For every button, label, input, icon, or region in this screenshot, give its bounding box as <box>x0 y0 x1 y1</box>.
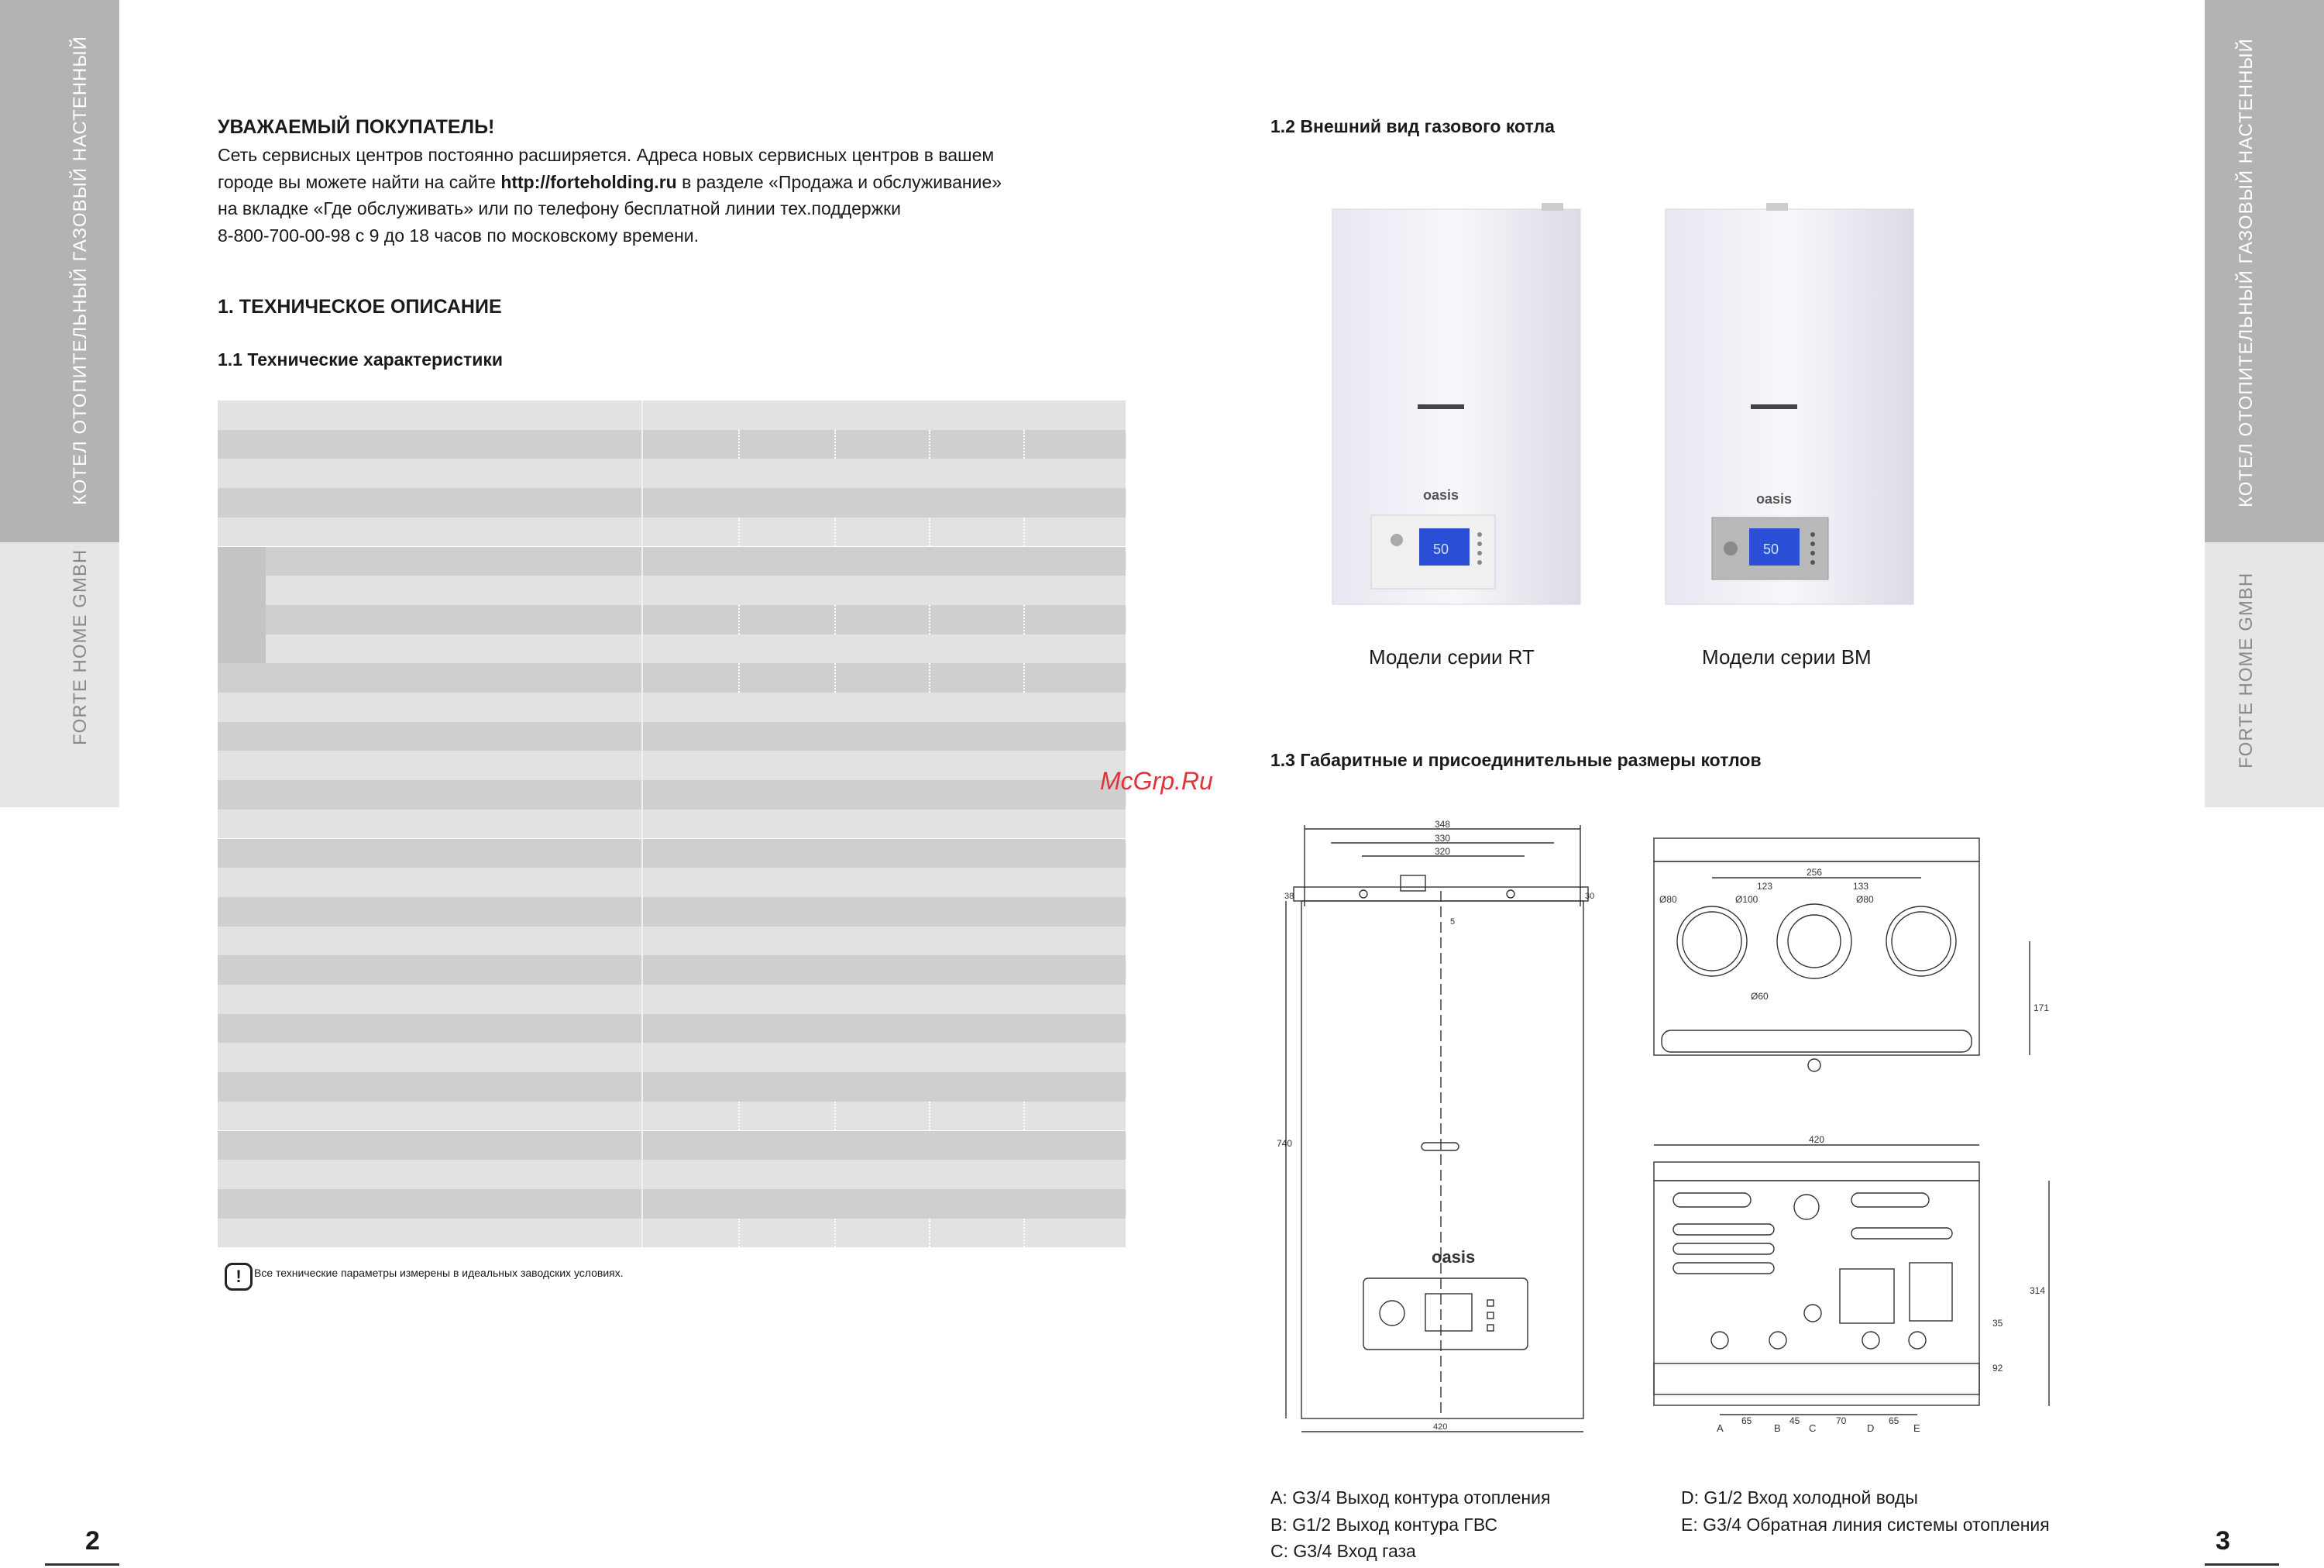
page-number-left: 2 <box>85 1526 100 1556</box>
table-row <box>218 1072 1126 1102</box>
front-dim-320: 320 <box>1434 846 1451 857</box>
left-side-tab <box>0 0 119 542</box>
front-dim-5: 5 <box>1450 917 1456 927</box>
bottom-view-drawing <box>1642 1131 2076 1441</box>
right-side-tab-brand-area <box>2205 542 2324 807</box>
boiler-rt-brand: oasis <box>1422 487 1459 503</box>
note-text: Все технические параметры измерены в идеальных заводских условиях. <box>254 1267 624 1279</box>
table-row <box>218 1131 1126 1161</box>
table-row <box>218 518 1126 547</box>
table-row <box>218 488 1126 518</box>
table-cell-divider <box>738 430 740 459</box>
legend-d: D: G1/2 Вход холодной воды <box>1681 1487 1918 1508</box>
table-cell-divider <box>929 1219 930 1248</box>
table-cell-divider <box>1023 1102 1025 1131</box>
table-row <box>218 1102 1126 1131</box>
legend-a: A: G3/4 Выход контура отопления <box>1270 1487 1551 1508</box>
bottom-dim-45: 45 <box>1789 1415 1800 1426</box>
page-rule-left <box>45 1563 119 1566</box>
bottom-dim-65a: 65 <box>1741 1415 1752 1426</box>
table-cell-divider <box>834 1219 836 1248</box>
website-link[interactable]: http://forteholding.ru <box>500 171 677 192</box>
bottom-label-e: E <box>1913 1422 1920 1434</box>
watermark: McGrp.Ru <box>1100 767 1213 795</box>
warning-icon: ! <box>225 1263 253 1291</box>
intro-line-2 <box>218 169 1132 196</box>
table-row <box>218 401 1126 430</box>
front-dim-420: 420 <box>1433 1422 1448 1432</box>
intro-line-3: на вкладке «Где обслуживать» или по телефону бесплатной линии тех.поддержки <box>218 198 901 218</box>
front-view-drawing <box>1270 813 1611 1433</box>
bottom-dim-314: 314 <box>2030 1285 2046 1296</box>
page-rule-right <box>2205 1563 2279 1566</box>
table-row <box>218 547 1126 576</box>
spec-table <box>218 401 1126 1248</box>
table-row <box>218 985 1126 1014</box>
legend-left <box>1270 1484 1550 1565</box>
legend-b: B: G1/2 Выход контура ГВС <box>1270 1514 1498 1535</box>
intro-line-2-tail: в разделе «Продажа и обслуживание» <box>676 171 1002 192</box>
table-cell-divider <box>929 1102 930 1131</box>
bottom-label-c: C <box>1809 1422 1817 1434</box>
table-row <box>218 576 1126 605</box>
table-cell-divider <box>929 663 930 693</box>
front-dim-330: 330 <box>1434 833 1451 844</box>
right-side-brand: FORTE HOME GMBH <box>2236 572 2257 769</box>
table-cell-divider <box>834 663 836 693</box>
top-dim-133: 133 <box>1853 881 1869 892</box>
table-row <box>218 634 1126 664</box>
table-row <box>218 430 1126 459</box>
table-cell-divider <box>738 605 740 634</box>
table-column-divider <box>641 401 643 1247</box>
legend-c: C: G3/4 Вход газа <box>1270 1541 1416 1561</box>
left-side-brand: FORTE HOME GMBH <box>70 548 91 745</box>
top-dim-171: 171 <box>2033 1002 2050 1013</box>
left-side-tab-brand-area <box>0 542 119 807</box>
boiler-bm-caption: Модели серии BM <box>1702 645 1872 669</box>
table-row <box>218 868 1126 897</box>
front-dim-348: 348 <box>1434 819 1451 830</box>
left-side-title: КОТЕЛ ОТОПИТЕЛЬНЫЙ ГАЗОВЫЙ НАСТЕННЫЙ <box>70 36 91 505</box>
table-row <box>218 1014 1126 1044</box>
table-cell-divider <box>738 1102 740 1131</box>
right-side-tab <box>2205 0 2324 542</box>
table-cell-divider <box>929 430 930 459</box>
front-dim-740: 740 <box>1277 1138 1293 1149</box>
table-row <box>218 663 1126 693</box>
intro-paragraph <box>218 142 1132 249</box>
top-d100: Ø100 <box>1735 894 1758 905</box>
table-row <box>218 722 1126 751</box>
top-d60: Ø60 <box>1751 991 1769 1002</box>
bottom-label-a: A <box>1717 1422 1724 1434</box>
front-brand: oasis <box>1432 1247 1476 1267</box>
bottom-dim-65b: 65 <box>1889 1415 1899 1426</box>
intro-line-1: Сеть сервисных центров постоянно расширяется. Адреса новых сервисных центров в вашем <box>218 145 995 165</box>
table-row <box>218 810 1126 839</box>
table-row <box>218 751 1126 780</box>
table-cell-divider <box>834 430 836 459</box>
front-dim-30: 30 <box>1585 892 1595 901</box>
table-cell-divider <box>1023 430 1025 459</box>
section-1-title: 1. ТЕХНИЧЕСКОЕ ОПИСАНИЕ <box>218 296 502 318</box>
table-row <box>218 1160 1126 1189</box>
top-dim-123: 123 <box>1757 881 1773 892</box>
table-cell-divider <box>1023 605 1025 634</box>
boiler-bm-image <box>1650 194 1929 628</box>
table-cell-divider <box>738 1219 740 1248</box>
boiler-bm-brand: oasis <box>1755 491 1793 507</box>
section-1-2-title: 1.2 Внешний вид газового котла <box>1270 116 1555 136</box>
right-side-title: КОТЕЛ ОТОПИТЕЛЬНЫЙ ГАЗОВЫЙ НАСТЕННЫЙ <box>2236 38 2257 507</box>
table-row <box>218 1043 1126 1072</box>
bottom-label-d: D <box>1867 1422 1875 1434</box>
bottom-dim-420: 420 <box>1809 1134 1825 1145</box>
table-cell-divider <box>1023 663 1025 693</box>
boiler-rt-display: 50 <box>1433 542 1449 557</box>
section-1-1-title: 1.1 Технические характеристики <box>218 349 504 370</box>
boiler-bm-display: 50 <box>1763 542 1779 557</box>
front-dim-38: 38 <box>1284 892 1294 901</box>
top-d80-left: Ø80 <box>1659 894 1677 905</box>
table-row <box>218 1189 1126 1219</box>
table-cell-divider <box>1023 518 1025 547</box>
table-cell-divider <box>738 518 740 547</box>
bottom-dim-92: 92 <box>1992 1363 2003 1374</box>
boiler-rt-caption: Модели серии RT <box>1369 645 1535 669</box>
table-cell-divider <box>834 1102 836 1131</box>
table-row <box>218 897 1126 927</box>
table-cell-divider <box>1023 1219 1025 1248</box>
bottom-dim-35: 35 <box>1992 1318 2003 1329</box>
table-row <box>218 955 1126 985</box>
table-row <box>218 1219 1126 1248</box>
legend-e: E: G3/4 Обратная линия системы отопления <box>1681 1514 2050 1535</box>
bottom-dim-70: 70 <box>1836 1415 1847 1426</box>
table-group-cell <box>218 547 266 664</box>
table-row <box>218 927 1126 956</box>
legend-right <box>1681 1484 2050 1538</box>
table-cell-divider <box>834 605 836 634</box>
bottom-label-b: B <box>1774 1422 1781 1434</box>
table-row <box>218 605 1126 634</box>
boiler-rt-image <box>1317 194 1596 628</box>
page-number-right: 3 <box>2216 1526 2230 1556</box>
table-cell-divider <box>929 605 930 634</box>
intro-line-4: 8-800-700-00-98 с 9 до 18 часов по московскому времени. <box>218 225 700 246</box>
table-row <box>218 839 1126 868</box>
table-cell-divider <box>929 518 930 547</box>
top-dim-256: 256 <box>1807 867 1823 878</box>
table-row <box>218 459 1126 488</box>
intro-heading: УВАЖАЕМЫЙ ПОКУПАТЕЛЬ! <box>218 116 495 138</box>
table-cell-divider <box>834 518 836 547</box>
table-row <box>218 780 1126 810</box>
intro-line-2-text: городе вы можете найти на сайте <box>218 171 501 192</box>
section-1-3-title: 1.3 Габаритные и присоединительные размеры котлов <box>1270 750 1762 770</box>
table-row <box>218 693 1126 722</box>
table-cell-divider <box>738 663 740 693</box>
top-view-drawing <box>1642 829 2076 1085</box>
top-d80-right: Ø80 <box>1856 894 1874 905</box>
